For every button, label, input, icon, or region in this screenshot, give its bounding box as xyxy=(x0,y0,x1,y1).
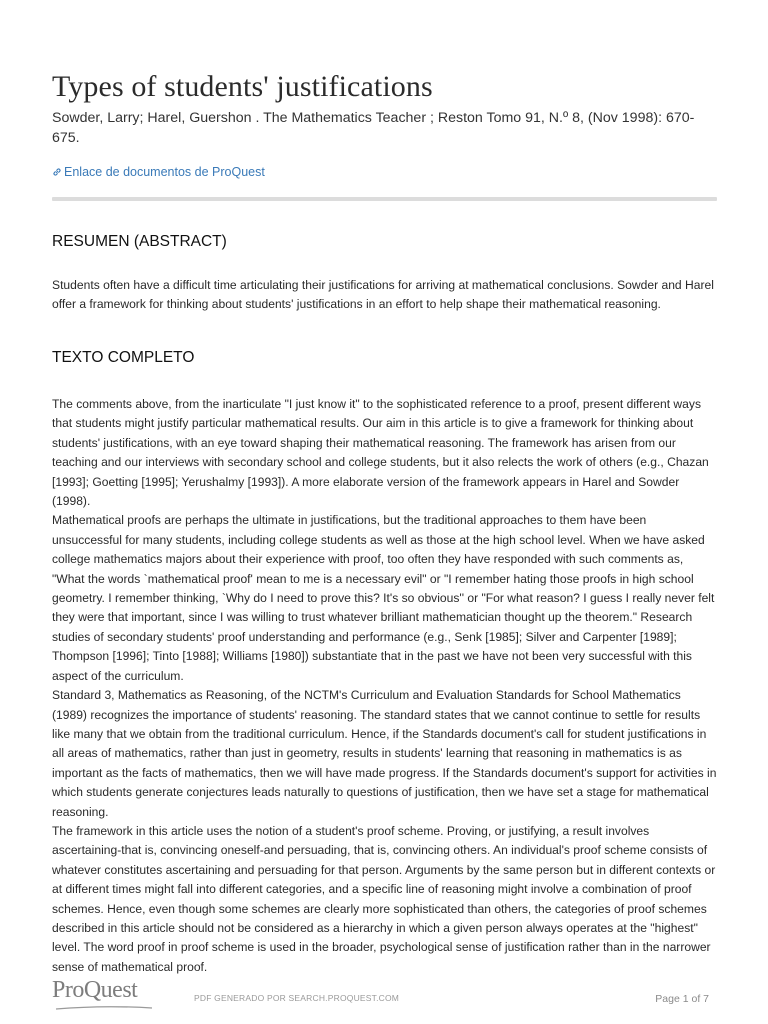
link-label: Enlace de documentos de ProQuest xyxy=(64,165,265,179)
citation: Sowder, Larry; Harel, Guershon . The Mathematics Teacher ; Reston Tomo 91, N.º 8, (Nov 1998): 670-675. xyxy=(52,110,695,146)
body-paragraph: The framework in this article uses the notion of a student's proof scheme. Proving, or justifying, a result involves ascertaining-that is, convincing oneself-and persuading, that is, convincing others. An individual's proof scheme consists of whatever constitutes ascertaining and persuading for that person. Arguments by the same person but in different contexts or at different times might fall into different categories, and a specific line of reasoning might involve a combination of proof schemes. Hence, even though some schemes are clearly more sophisticated than others, the categories of proof schemes described in this article should not be considered as a hierarchy in which a given person always operates at the "highest" level. The word proof in proof scheme is used in the broader, psychological sense of justification rather than in the narrower sense of mathematical proof. xyxy=(52,823,716,974)
abstract-heading: RESUMEN (ABSTRACT) xyxy=(52,233,227,250)
document-title: Types of students' justifications xyxy=(52,70,433,103)
section-divider xyxy=(52,197,717,201)
link-icon xyxy=(52,167,63,179)
body-paragraph: The comments above, from the inarticulate "I just know it" to the sophisticated reference to a proof, present different ways that students might justify particular mathematical results. Our aim in this article is to give a framework for thinking about students' justifications, with an eye toward shaping their mathematical reasoning. The framework has arisen from our teaching and our interviews with secondary school and college students, but it also relects the work of others (e.g., Chazan [1993]; Goetting [1995]; Yerushalmy [1993]). A more elaborate version of the framework appears in Harel and Sowder (1998). xyxy=(52,397,709,509)
full-text-body xyxy=(52,395,717,977)
body-paragraph: Standard 3, Mathematics as Reasoning, of the NCTM's Curriculum and Evaluation Standards for School Mathematics (1989) recognizes the importance of students' reasoning. The standard states that we cannot continue to settle for results like many that we obtain from the traditional curriculum. Hence, if the Standards document's call for student justifications in all areas of mathematics, rather than just in geometry, results in students' learning that reasoning in mathematics is as important as the facts of mathematics, then we will have made progress. If the Standards document's support for activities in which students generate conjectures leads naturally to questions of justification, then we have set a stage for mathematical reasoning. xyxy=(52,688,717,819)
abstract-text xyxy=(52,276,717,315)
full-text-heading: TEXTO COMPLETO xyxy=(52,349,195,366)
generated-by-label: PDF GENERADO POR SEARCH.PROQUEST.COM xyxy=(194,993,400,1003)
body-paragraph: Mathematical proofs are perhaps the ultimate in justifications, but the traditional approaches to them have been unsuccessful for many students, including college students as well as those at the high school level. When we have asked college mathematics majors about their experience with proof, too often they have responded with such comments as, "What the words `mathematical proof' mean to me is a necessary evil" or "I remember hating those proofs in high school geometry. I remember thinking, `Why do I need to prove this? It's so obvious'' or "For what reason? I guess I really never felt they were that important, since I was willing to trust whatever brilliant mathematician thought up the theorem." Research studies of secondary students' proof understanding and performance (e.g., Senk [1985]; Silver and Carpenter [1989]; Thompson [1996]; Tinto [1988]; Williams [1980]) substantiate that in the past we have not been very successful with this aspect of the curriculum. xyxy=(52,513,715,683)
abstract-paragraph: Students often have a difficult time articulating their justifications for arriving at mathematical conclusions. Sowder and Harel offer a framework for thinking about students' justifications in an effort to help shape their mathematical reasoning. xyxy=(52,278,714,312)
proquest-logo xyxy=(52,977,137,1004)
logo-text: ProQuest xyxy=(52,977,138,1003)
logo-swoosh-icon xyxy=(54,1005,154,1011)
page-indicator: Page 1 of 7 xyxy=(655,993,709,1005)
proquest-document-link[interactable] xyxy=(52,165,265,179)
